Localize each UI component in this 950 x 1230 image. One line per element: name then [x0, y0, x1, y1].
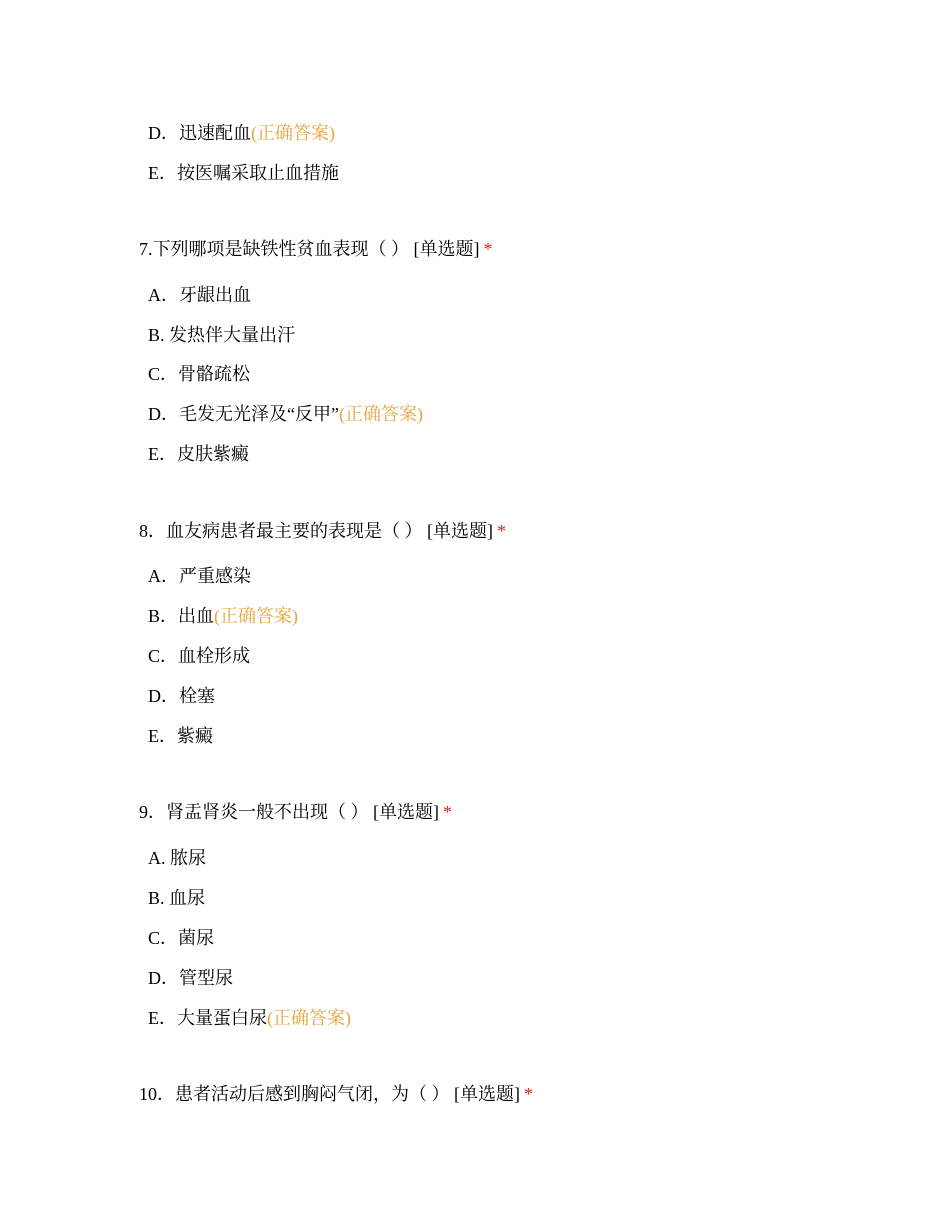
option-text: E．大量蛋白尿 — [148, 1008, 267, 1028]
q7-option-a — [148, 284, 251, 306]
option-text: B. 血尿 — [148, 888, 206, 908]
option-text: B．出血 — [148, 606, 215, 626]
q9-option-c — [148, 927, 214, 949]
option-text: B. 发热伴大量出汗 — [148, 325, 296, 345]
required-mark: * — [483, 239, 493, 259]
q7-option-d — [148, 403, 423, 425]
q8-option-c — [148, 645, 250, 667]
q9-option-e — [148, 1007, 351, 1029]
required-mark: * — [497, 521, 506, 541]
option-text: E．紫癜 — [148, 726, 213, 746]
option-text: A．严重感染 — [148, 566, 251, 586]
q8-option-a — [148, 565, 251, 587]
option-text: E．皮肤紫癜 — [148, 444, 249, 464]
question-10-title — [139, 1083, 533, 1105]
q7-option-e — [148, 443, 249, 465]
question-text: 10．患者活动后感到胸闷气闭，为（ ） [单选题] — [139, 1084, 520, 1104]
q9-option-d — [148, 967, 233, 989]
question-text: 9．肾盂肾炎一般不出现（ ） [单选题] — [139, 802, 439, 822]
option-text: A．牙龈出血 — [148, 285, 251, 305]
option-text: D．毛发无光泽及“反甲” — [148, 404, 339, 424]
question-text: 7.下列哪项是缺铁性贫血表现（ ） [单选题] — [139, 239, 480, 259]
q7-option-b — [148, 324, 295, 346]
correct-answer-mark: (正确答案) — [214, 606, 299, 626]
q7-option-c — [148, 363, 250, 385]
q8-option-e — [148, 725, 213, 747]
q9-option-b — [148, 887, 205, 909]
option-text: A. 脓尿 — [148, 848, 206, 868]
q6-option-e — [148, 162, 339, 184]
correct-answer-mark: (正确答案) — [251, 123, 335, 143]
q8-option-d — [148, 685, 215, 707]
required-mark: * — [443, 802, 452, 822]
required-mark: * — [524, 1084, 533, 1104]
option-text: D．栓塞 — [148, 686, 215, 706]
question-7-title — [139, 238, 493, 260]
question-9-title — [139, 801, 452, 823]
option-text: C．血栓形成 — [148, 646, 251, 666]
option-text: D．管型尿 — [148, 968, 233, 988]
q6-option-d — [148, 122, 335, 144]
q9-option-a — [148, 847, 206, 869]
option-text: C．骨骼疏松 — [148, 364, 251, 384]
question-8-title — [139, 520, 506, 542]
question-text: 8．血友病患者最主要的表现是（ ） [单选题] — [139, 521, 493, 541]
correct-answer-mark: (正确答案) — [338, 404, 423, 424]
option-text: C．菌尿 — [148, 928, 215, 948]
correct-answer-mark: (正确答案) — [267, 1008, 351, 1028]
option-text: D．迅速配血 — [148, 123, 251, 143]
option-text: E．按医嘱采取止血措施 — [148, 163, 339, 183]
q8-option-b — [148, 605, 298, 627]
